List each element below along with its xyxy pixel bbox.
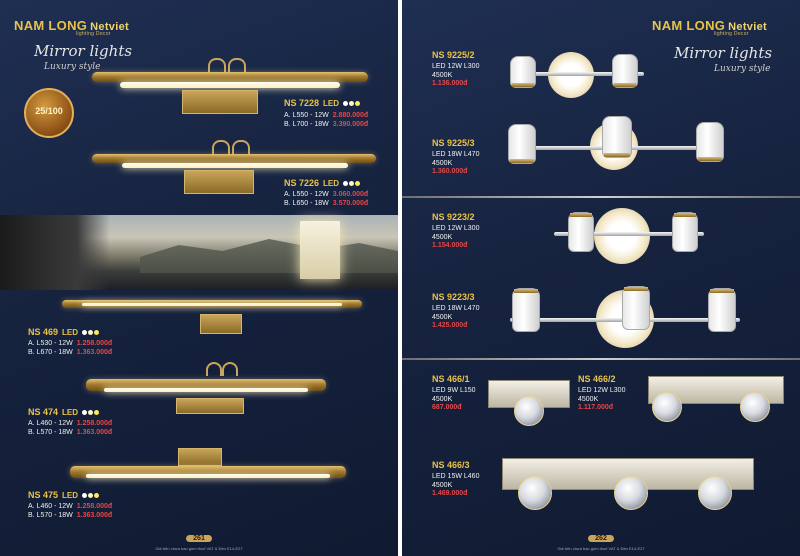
page-number: 261: [186, 535, 212, 542]
spec-ns466-2-line1: LED 12W L300: [578, 387, 626, 394]
lamp-ns7226-bar: [92, 154, 376, 163]
price-ns466-1: 687.000đ: [432, 404, 462, 411]
brand-tag: lighting Decor: [76, 31, 111, 37]
right-page: [402, 0, 800, 556]
brand-name: NAM LONG: [14, 18, 88, 33]
spec-ns9223-2-line1: LED 12W L300: [432, 225, 480, 232]
spec-ns9225-2-line1: LED 12W L300: [432, 63, 480, 70]
seal-text: 25/100: [35, 106, 63, 116]
brand-sub: Netviet: [90, 21, 129, 33]
lamp-ns7228-light: [120, 82, 340, 88]
spec-ns9225-2-line2: 4500K: [432, 72, 453, 79]
crystal-shade-icon: [518, 476, 552, 510]
photo-wall: [0, 215, 110, 290]
price-ns9223-2: 1.154.000đ: [432, 242, 468, 249]
section-subtitle: Luxury style: [714, 64, 771, 74]
price-ns466-3: 1.469.000đ: [432, 490, 468, 497]
spec-ns9223-2-line2: 4500K: [432, 234, 453, 241]
lamp-arm: [222, 362, 238, 376]
spec-ns9223-3-line1: LED 18W L470: [432, 305, 480, 312]
photo-window-light: [300, 221, 340, 279]
left-footer: [0, 527, 398, 551]
spotlight-icon: [602, 116, 632, 158]
spec-ns466-3-line1: LED 15W L460: [432, 473, 480, 480]
crystal-shade-icon: [514, 396, 544, 426]
spec-ns9225-3-line2: 4500K: [432, 160, 453, 167]
lamp-ns475-light: [86, 474, 330, 478]
brand-logo: [14, 18, 129, 37]
section-title: Mirror lights: [34, 42, 133, 60]
lamp-arm: [206, 362, 222, 376]
product-code-ns475: NS 475 LED: [28, 490, 99, 500]
price-ns466-2: 1.117.000đ: [578, 404, 614, 411]
bathroom-photo: [0, 215, 398, 290]
footnote: Giá trên chưa bao gồm thuế VAT & Đèn E14-E27: [557, 546, 645, 551]
spec-ns7228-b: B. L700 - 18W 3.390.000đ: [284, 121, 369, 128]
spec-ns466-2-line2: 4500K: [578, 396, 599, 403]
spec-ns466-1-line2: 4500K: [432, 396, 453, 403]
product-code-ns466-1: NS 466/1: [432, 374, 470, 384]
lamp-ns475-plate: [178, 448, 222, 466]
spec-ns475-a: A. L460 - 12W 1.258.000đ: [28, 503, 113, 510]
spotlight-icon: [672, 212, 698, 252]
product-code-ns9225-3: NS 9225/3: [432, 138, 475, 148]
product-code-ns469: NS 469 LED: [28, 327, 99, 337]
section-divider: [402, 196, 800, 198]
brand-logo: [652, 18, 767, 37]
crystal-shade-icon: [698, 476, 732, 510]
spotlight-icon: [612, 54, 638, 88]
section-subtitle: Luxury style: [44, 62, 101, 72]
photo-mountains: [140, 233, 398, 273]
spotlight-icon: [508, 124, 536, 164]
price-ns9225-3: 1.360.000đ: [432, 168, 468, 175]
lamp-ns9223-2-plate: [594, 208, 650, 264]
product-code-ns466-2: NS 466/2: [578, 374, 616, 384]
spec-ns475-b: B. L570 - 18W 1.363.000đ: [28, 512, 113, 519]
spec-ns469-a: A. L530 - 12W 1.258.000đ: [28, 340, 113, 347]
footnote: Giá trên chưa bao gồm thuế VAT & Đèn E14-E27: [155, 546, 243, 551]
crystal-shade-icon: [740, 392, 770, 422]
spotlight-icon: [510, 56, 536, 88]
lamp-ns7226-plate: [184, 170, 254, 194]
lamp-ns474-light: [104, 388, 308, 392]
spec-ns466-1-line1: LED 9W L150: [432, 387, 476, 394]
product-code-ns7228: NS 7228 LED: [284, 98, 360, 108]
spotlight-icon: [512, 288, 540, 332]
spec-ns469-b: B. L670 - 18W 1.363.000đ: [28, 349, 113, 356]
price-ns9223-3: 1.425.000đ: [432, 322, 468, 329]
spec-ns7226-b: B. L650 - 18W 3.570.000đ: [284, 200, 369, 207]
spec-ns9225-3-line1: LED 18W L470: [432, 151, 480, 158]
crystal-shade-icon: [614, 476, 648, 510]
anniversary-seal: [24, 88, 74, 138]
product-code-ns474: NS 474 LED: [28, 407, 99, 417]
product-code-ns9223-2: NS 9223/2: [432, 212, 475, 222]
left-page: [0, 0, 398, 556]
product-code-ns7226: NS 7226 LED: [284, 178, 360, 188]
spec-ns466-3-line2: 4500K: [432, 482, 453, 489]
spotlight-icon: [622, 286, 650, 330]
lamp-ns7226-light: [122, 163, 348, 168]
spec-ns7228-a: A. L550 - 12W 2.880.000đ: [284, 112, 369, 119]
product-code-ns9225-2: NS 9225/2: [432, 50, 475, 60]
product-code-ns466-3: NS 466/3: [432, 460, 470, 470]
lamp-ns469-light: [82, 303, 342, 306]
brand-sub: Netviet: [728, 21, 767, 33]
section-divider: [402, 358, 800, 360]
spec-ns7226-a: A. L550 - 12W 3.060.000đ: [284, 191, 369, 198]
section-title: Mirror lights: [674, 44, 773, 62]
spotlight-icon: [708, 288, 736, 332]
right-footer: [402, 527, 800, 551]
lamp-ns7228-bar: [92, 72, 368, 82]
spotlight-icon: [696, 122, 724, 162]
brand-tag: lighting Decor: [714, 31, 749, 37]
lamp-ns7228-plate: [182, 90, 258, 114]
spec-ns474-b: B. L570 - 18W 1.363.000đ: [28, 429, 113, 436]
lamp-ns474-plate: [176, 398, 244, 414]
lamp-ns469-plate: [200, 314, 242, 334]
price-ns9225-2: 1.136.000đ: [432, 80, 468, 87]
brand-name: NAM LONG: [652, 18, 726, 33]
spec-ns9223-3-line2: 4500K: [432, 314, 453, 321]
spotlight-icon: [568, 212, 594, 252]
crystal-shade-icon: [652, 392, 682, 422]
spec-ns474-a: A. L460 - 12W 1.258.000đ: [28, 420, 113, 427]
page-number: 262: [588, 535, 614, 542]
product-code-ns9223-3: NS 9223/3: [432, 292, 475, 302]
